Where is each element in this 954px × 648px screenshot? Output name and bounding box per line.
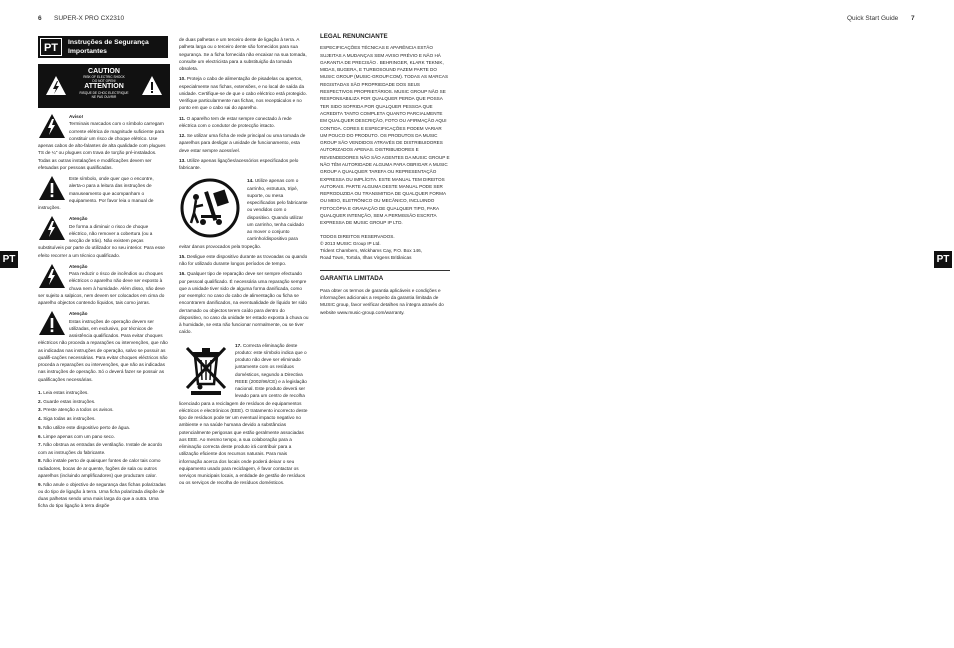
- section-title: Instruções de Segurança Importantes: [68, 39, 149, 55]
- list-item: 6. Limpe apenas com um pano seco.: [38, 433, 115, 439]
- attention-sub-2: NE PAS OUVRIR: [91, 95, 117, 99]
- list-item-continued: de duas palhetas e um terceiro dente de ligação à terra. A palheta larga ou o terceiro dente são fornecidos para sua segurança. Se a ficha fornecida não encaixar na sua tomada, consulte um electricista para a substituição da tomada obsoleta.: [179, 37, 307, 71]
- left-page-number: 6: [38, 15, 42, 22]
- legal-copyright: © 2013 MUSIC Group IP Ltd.: [320, 240, 381, 246]
- list-item: 16. Qualquer tipo de reparação deve ser sempre efectuado por pessoal qualificado. É necessária uma reparação sempre que a unidade tiver sido de alguma forma danificada, como por exemplo: no caso do cabo de alimentação ou ficha se encontrarem danificados, na eventualidade de líquido ter sido derramado ou objectos terem caído para dentro do dispositivo, no caso da unidade ter estado exposta à chuva ou à humidade, se esta não funcionar normalmente, ou se tiver caído.: [179, 271, 309, 335]
- warning-block: [38, 263, 168, 307]
- list-item: 2. Guarde estas instruções.: [38, 398, 96, 404]
- divider: [320, 270, 450, 271]
- attention-title: ATTENTION: [84, 83, 124, 90]
- legal-heading: LEGAL RENUNCIANTE: [320, 33, 388, 40]
- lightning-warning-icon: [38, 113, 66, 139]
- warning-text: Para reduzir o risco de incêndios ou choques eléctricos o aparelho não deve ser exposto à chuva nem à humidade. Além disso, não deve ser sujeito a salpicos, nem devem ser colocados em cima do aparelho objectos contendo líquidos, tais como jarras.: [38, 271, 165, 305]
- column-2: [179, 36, 309, 487]
- list-item: 10. Proteja o cabo de alimentação de pisadelas ou apertos, especialmente nas fichas, extensões, e no local de saída da unidade. Certifique-se de que o cabo eléctrico está protegido. Verifique particularmente nas fichas, nos receptáculos e no ponto em que o cabo sai do aparelho.: [179, 76, 307, 111]
- warning-block: [38, 310, 168, 383]
- warranty-heading: GARANTIA LIMITADA: [320, 274, 384, 282]
- lightning-warning-icon: [38, 263, 66, 289]
- caution-title: CAUTION: [88, 68, 120, 75]
- warning-title: Aviso!: [69, 114, 84, 119]
- list-item: 13. Utilize apenas ligações/acessórios especificados pelo fabricante.: [179, 157, 299, 170]
- list-item: 9. Não anule o objectivo de segurança das fichas polarizadas ou do tipo de ligação à terra. Uma ficha polarizada dispõe de duas palhetas sendo uma mais larga do que a outra. Uma ficha do tipo ligação à terra dispõe: [38, 481, 166, 509]
- list-item: 15. Desligue este dispositivo durante as trovoadas ou quando não for utilizado durante longos períodos de tempo.: [179, 253, 308, 266]
- caution-sub-2: DO NOT OPEN!: [92, 79, 116, 83]
- right-running-title: Quick Start Guide: [847, 15, 899, 22]
- warning-text: Estas instruções de operação devem ser utilizadas, em exclusivo, por técnicos de assistência qualificados. Para evitar choques eléctricos não proceda a reparações ou intervenções, que não as indicadas nas instruções de operação, salvo se possuir as qualifi-cações necessárias. Para evitar choques eléctricos não proceda a reparações ou intervenções, que não as indicadas nas instruções de operação. Só o deverá fazer se possuir as qualificações necessárias.: [38, 318, 168, 382]
- legal-address-2: Road Town, Tortola, Ilhas Virgens Britânicas: [320, 255, 412, 261]
- list-item: 5. Não utilize este dispositivo perto de água.: [38, 424, 131, 430]
- column-3: [320, 33, 450, 316]
- warning-block: [38, 215, 168, 259]
- instruction-list: [38, 389, 168, 510]
- caution-sub: RISK OF ELECTRIC SHOCK: [83, 75, 125, 79]
- warning-text: Terminais marcados com o símbolo carregam corrente elétrica de magnitude suficiente para constituir um risco de choque elétrico. Use apenas cabos de alto-falantes de alta qualidade com plugues TS de ¼" ou plugues com trava de torção pré-instalados. Todas as outras instalações e modificações devem ser efetuadas por pessoas qualificadas.: [38, 121, 166, 170]
- caution-label: [38, 64, 170, 108]
- column-1: [38, 113, 168, 510]
- list-item: 8. Não instale perto de quaisquer fontes de calor tais como radiadores, bocas de ar quente, fogões de sala ou outros aparelhos (incluindo amplificadores) que produzam calor.: [38, 458, 161, 478]
- warning-title: Atenção: [69, 263, 88, 269]
- exclamation-warning-icon: [38, 175, 66, 201]
- list-item: 7. Não obstrua as entradas de ventilação. Instale de acordo com as instruções do fabricante.: [38, 442, 163, 455]
- warning-title: Atenção: [69, 216, 88, 222]
- warranty-body: Para obter os termos de garantia aplicáveis e condições e informações adicionais a respeito da garantia limitada de MUSIC group, favor verificar detalhes na íntegra através do website www.music-group.com/warranty.: [320, 287, 444, 315]
- legal-address: Trident Chambers, Wickhams Cay, P.O. Box 146,: [320, 248, 423, 254]
- list-item: 11. O aparelho tem de estar sempre conectado à rede eléctrica com o condutor de protecção intacto.: [179, 115, 292, 128]
- side-tab-right: PT: [934, 251, 952, 268]
- lightning-warning-icon: [38, 215, 66, 241]
- cart-tip-over-icon: [179, 177, 241, 239]
- language-badge: PT: [40, 38, 62, 56]
- lightning-warning-icon: [45, 75, 67, 97]
- exclamation-warning-icon: [38, 310, 66, 336]
- list-item: 1. Leia estas instruções.: [38, 389, 89, 395]
- right-page-number: 7: [911, 15, 915, 22]
- legal-rights: TODOS DIREITOS RESERVADOS.: [320, 233, 395, 239]
- list-item: 3. Preste atenção a todos os avisos.: [38, 407, 114, 413]
- left-running-title: SUPER-X PRO CX2310: [54, 15, 125, 22]
- warning-text: De forma a diminuir o risco de choque eléctrico, não remover a cobertura (ou a secção de trás). Não existem peças substituíveis por parte do utilizador no seu interior. Para esse efeito recorrer a um técnico qualificado.: [38, 223, 165, 258]
- crossed-bin-icon: [183, 344, 229, 396]
- section-heading: [38, 36, 168, 58]
- side-tab-left: PT: [0, 251, 18, 268]
- list-item: 12. Se utilizar uma ficha de rede principal ou uma tomada de aparelhos para desligar a unidade de funcionamento, esta deve estar sempre acessível.: [179, 133, 306, 153]
- attention-sub: RISQUE DE CHOC ELECTRIQUE: [79, 91, 129, 95]
- warning-title: Atenção: [69, 311, 88, 317]
- warning-block: [38, 113, 168, 171]
- legal-body: ESPECIFICAÇÕES TÉCNICAS E APARÊNCIA ESTÃO SUJEITAS A MUDANÇAS SEM AVISO PRÉVIO E NÃO HÁ GARANTIA DE PRECISÃO . BEHRINGER, KLARK TEKNIK, MIDAS, BUGERA, E TURBOSOUND FAZEM PARTE DO MUSIC GROUP (MUSIC-GROUP.COM). TODAS AS MARCAS REGISTADAS SÃO PROPRIEDADE DOS SEUS RESPECTIVOS PROPRIETÁRIOS. MUSIC GROUP NÃO SE RESPONSABILIZA POR QUALQUER PERDA QUE POSSA TER SIDO SOFRIDA POR QUALQUER PESSOA QUE ACREDITA TANTO COMPLETA QUANTO PARCIALMENTE EM QUALQUER DESCRIÇÃO, FOTO OU AFIRMAÇÃO AQUI CONTIDA. CORES E ESPECIFICAÇÕES PODEM VARIAR UM POUCO DO PRODUTO. OS PRODUTOS DA MUSIC GROUP SÃO VENDIDOS ATRAVÉS DE DISTRIBUIDORES AUTORIZADOS APENAS. DISTRIBUIDORES E REVENDEDORES NÃO SÃO AGENTES DA MUSIC GROUP E NÃO TÊM AUTORIDADE ALGUMA PARA OBRIGAR A MUSIC GROUP A QUALQUER TAREFA OU REPRESENTAÇÃO EXPRESSA OU IMPLÍCITA. ESTE MANUAL TEM DIREITOS AUTORAIS. PARTE ALGUMA DESTE MANUAL PODE SER REPRODUZIDA OU TRANSMITIDA DE QUALQUER FORMA OU MEIO, ELETRÔNICO OU MECÂNICO, INCLUINDO FOTOCÓPIA E GRAVAÇÃO DE QUALQUER TIPO, PARA QUALQUER INTENÇÃO, SEM A PERMISSÃO ESCRITA EXPRESSA DE MUSIC GROUP IP LTD.: [320, 45, 450, 226]
- warning-block: [38, 175, 168, 211]
- list-item: 14. Utilize apenas com o carrinho, estrutura, tripé, suporte, ou mesa especificados pelo fabricante ou vendidos com o dispositivo. Quando utilizar um carrinho, tenha cuidado ao mover o conjunto carrinho/dispositivo para evitar danos provocados pela tropeção.: [179, 178, 308, 249]
- warning-text: Este símbolo, onde quer que o encontre, alerta-o para a leitura das instruções de manuseamento que acompanham o equipamento. Por favor leia o manual de instruções.: [38, 176, 154, 210]
- list-item: 17. Correcta eliminação deste produto: este símbolo indica que o produto não deve ser eliminado juntamente com os resíduos domésticos, segundo a Directiva REEE (2002/96/CE) e a legislação nacional. Este produto deverá ser levado para um centro de recolha licenciado para a reciclagem de resíduos de equipamentos eléctricos e electrónicos (EEE). O tratamento incorrecto deste tipo de resíduos pode ter um eventual impacto negativo no ambiente e na saúde humana devido a substâncias potencialmente perigosas que estão geralmente associadas aos EEE. Ao mesmo tempo, a sua colaboração para a eliminação correcta deste produto irá contribuir para a utilização eficiente dos recursos naturais. Para mais informação acerca dos locais onde poderá deixar o seu equipamento usado para reciclagem, é favor contactar os serviços municipais locais, a entidade de gestão de resíduos ou os serviços de recolha de resíduos domésticos.: [179, 342, 308, 486]
- exclamation-warning-icon: [141, 75, 163, 97]
- list-item: 4. Siga todas as instruções.: [38, 416, 96, 421]
